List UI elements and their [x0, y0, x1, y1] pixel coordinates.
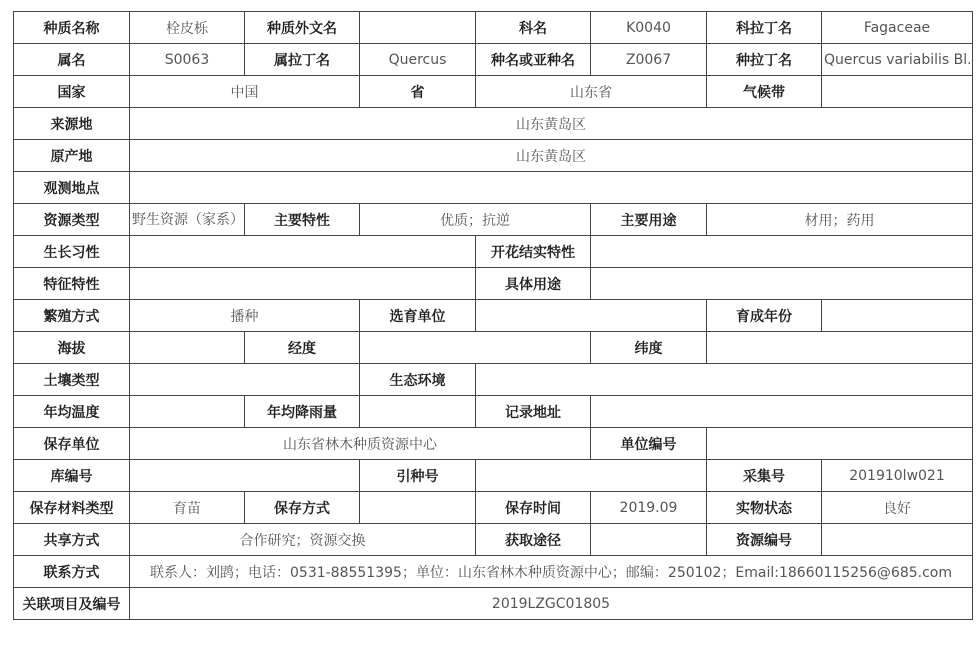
- field-value: [591, 524, 707, 556]
- field-label: 获取途径: [476, 524, 591, 556]
- field-label: 实物状态: [707, 492, 822, 524]
- field-value: [130, 236, 476, 268]
- field-value: [822, 300, 973, 332]
- field-label: 资源类型: [14, 204, 130, 236]
- field-value: Quercus: [360, 44, 476, 76]
- field-value: Fagaceae: [822, 12, 973, 44]
- field-label: 来源地: [14, 108, 130, 140]
- table-row: [14, 332, 973, 364]
- field-value: [360, 492, 476, 524]
- field-label: 土壤类型: [14, 364, 130, 396]
- field-label: 观测地点: [14, 172, 130, 204]
- table-row: [14, 588, 973, 620]
- field-label: 联系方式: [14, 556, 130, 588]
- field-value: 2019.09: [591, 492, 707, 524]
- field-label: 保存时间: [476, 492, 591, 524]
- table-row: [14, 428, 973, 460]
- field-value: 材用；药用: [707, 204, 973, 236]
- table-row: [14, 524, 973, 556]
- field-label: 单位编号: [591, 428, 707, 460]
- field-label: 资源编号: [707, 524, 822, 556]
- field-label: 年均温度: [14, 396, 130, 428]
- field-value: 优质；抗逆: [360, 204, 591, 236]
- field-label: 具体用途: [476, 268, 591, 300]
- field-label: 主要特性: [245, 204, 360, 236]
- field-label: 种名或亚种名: [476, 44, 591, 76]
- field-label: 属拉丁名: [245, 44, 360, 76]
- field-value: 山东省: [476, 76, 707, 108]
- field-label: 海拔: [14, 332, 130, 364]
- field-label: 科名: [476, 12, 591, 44]
- field-label: 共享方式: [14, 524, 130, 556]
- field-value: Z0067: [591, 44, 707, 76]
- field-value: [591, 396, 973, 428]
- field-label: 特征特性: [14, 268, 130, 300]
- field-label: 选育单位: [360, 300, 476, 332]
- field-value: 201910lw021: [822, 460, 973, 492]
- field-value: [130, 268, 476, 300]
- field-value: 栓皮栎: [130, 12, 245, 44]
- table-row: [14, 268, 973, 300]
- field-value: [476, 460, 707, 492]
- field-value: S0063: [130, 44, 245, 76]
- field-value: [476, 300, 707, 332]
- field-label: 纬度: [591, 332, 707, 364]
- field-label: 气候带: [707, 76, 822, 108]
- field-label: 种质外文名: [245, 12, 360, 44]
- field-label: 育成年份: [707, 300, 822, 332]
- field-label: 经度: [245, 332, 360, 364]
- field-value: Quercus variabilis Bl.: [822, 44, 973, 76]
- table-row: [14, 300, 973, 332]
- field-value: [130, 332, 245, 364]
- field-value: 山东黄岛区: [130, 108, 973, 140]
- field-value: 良好: [822, 492, 973, 524]
- field-label: 保存单位: [14, 428, 130, 460]
- field-value: 山东省林木种质资源中心: [130, 428, 591, 460]
- field-value: [130, 460, 360, 492]
- field-value: [130, 172, 973, 204]
- field-label: 主要用途: [591, 204, 707, 236]
- table-row: [14, 460, 973, 492]
- field-label: 繁殖方式: [14, 300, 130, 332]
- field-label: 开花结实特性: [476, 236, 591, 268]
- table-body: [14, 12, 973, 620]
- field-label: 生长习性: [14, 236, 130, 268]
- field-label: 生态环境: [360, 364, 476, 396]
- table-row: [14, 204, 973, 236]
- field-value: 中国: [130, 76, 360, 108]
- field-value: [822, 76, 973, 108]
- table-row: [14, 492, 973, 524]
- field-label: 保存方式: [245, 492, 360, 524]
- field-value: 联系人：刘鹍；电话：0531-88551395；单位：山东省林木种质资源中心；邮编：250102；Email:18660115256@685.com: [130, 556, 973, 588]
- field-value: 山东黄岛区: [130, 140, 973, 172]
- table-row: [14, 108, 973, 140]
- field-label: 科拉丁名: [707, 12, 822, 44]
- field-value: 育苗: [130, 492, 245, 524]
- field-value: [591, 236, 973, 268]
- field-value: [822, 524, 973, 556]
- field-value: [360, 396, 476, 428]
- field-value: [707, 332, 973, 364]
- table-row: [14, 364, 973, 396]
- field-label: 省: [360, 76, 476, 108]
- germplasm-info-table: [13, 11, 973, 620]
- field-value: [130, 396, 245, 428]
- field-label: 种拉丁名: [707, 44, 822, 76]
- table-row: [14, 236, 973, 268]
- field-label: 年均降雨量: [245, 396, 360, 428]
- table-row: [14, 44, 973, 76]
- field-label: 记录地址: [476, 396, 591, 428]
- field-label: 关联项目及编号: [14, 588, 130, 620]
- field-label: 引种号: [360, 460, 476, 492]
- field-label: 保存材料类型: [14, 492, 130, 524]
- field-value: [360, 332, 591, 364]
- field-value: [360, 12, 476, 44]
- field-value: K0040: [591, 12, 707, 44]
- field-value: 野生资源（家系）: [130, 204, 245, 236]
- field-label: 种质名称: [14, 12, 130, 44]
- field-value: 播种: [130, 300, 360, 332]
- field-value: [476, 364, 973, 396]
- table-row: [14, 140, 973, 172]
- field-value: [130, 364, 360, 396]
- field-value: [707, 428, 973, 460]
- table-row: [14, 172, 973, 204]
- field-label: 采集号: [707, 460, 822, 492]
- field-label: 属名: [14, 44, 130, 76]
- table-row: [14, 76, 973, 108]
- table-row: [14, 12, 973, 44]
- field-label: 国家: [14, 76, 130, 108]
- field-value: 2019LZGC01805: [130, 588, 973, 620]
- field-label: 库编号: [14, 460, 130, 492]
- field-value: 合作研究；资源交换: [130, 524, 476, 556]
- field-value: [591, 268, 973, 300]
- table-row: [14, 396, 973, 428]
- table-row: [14, 556, 973, 588]
- field-label: 原产地: [14, 140, 130, 172]
